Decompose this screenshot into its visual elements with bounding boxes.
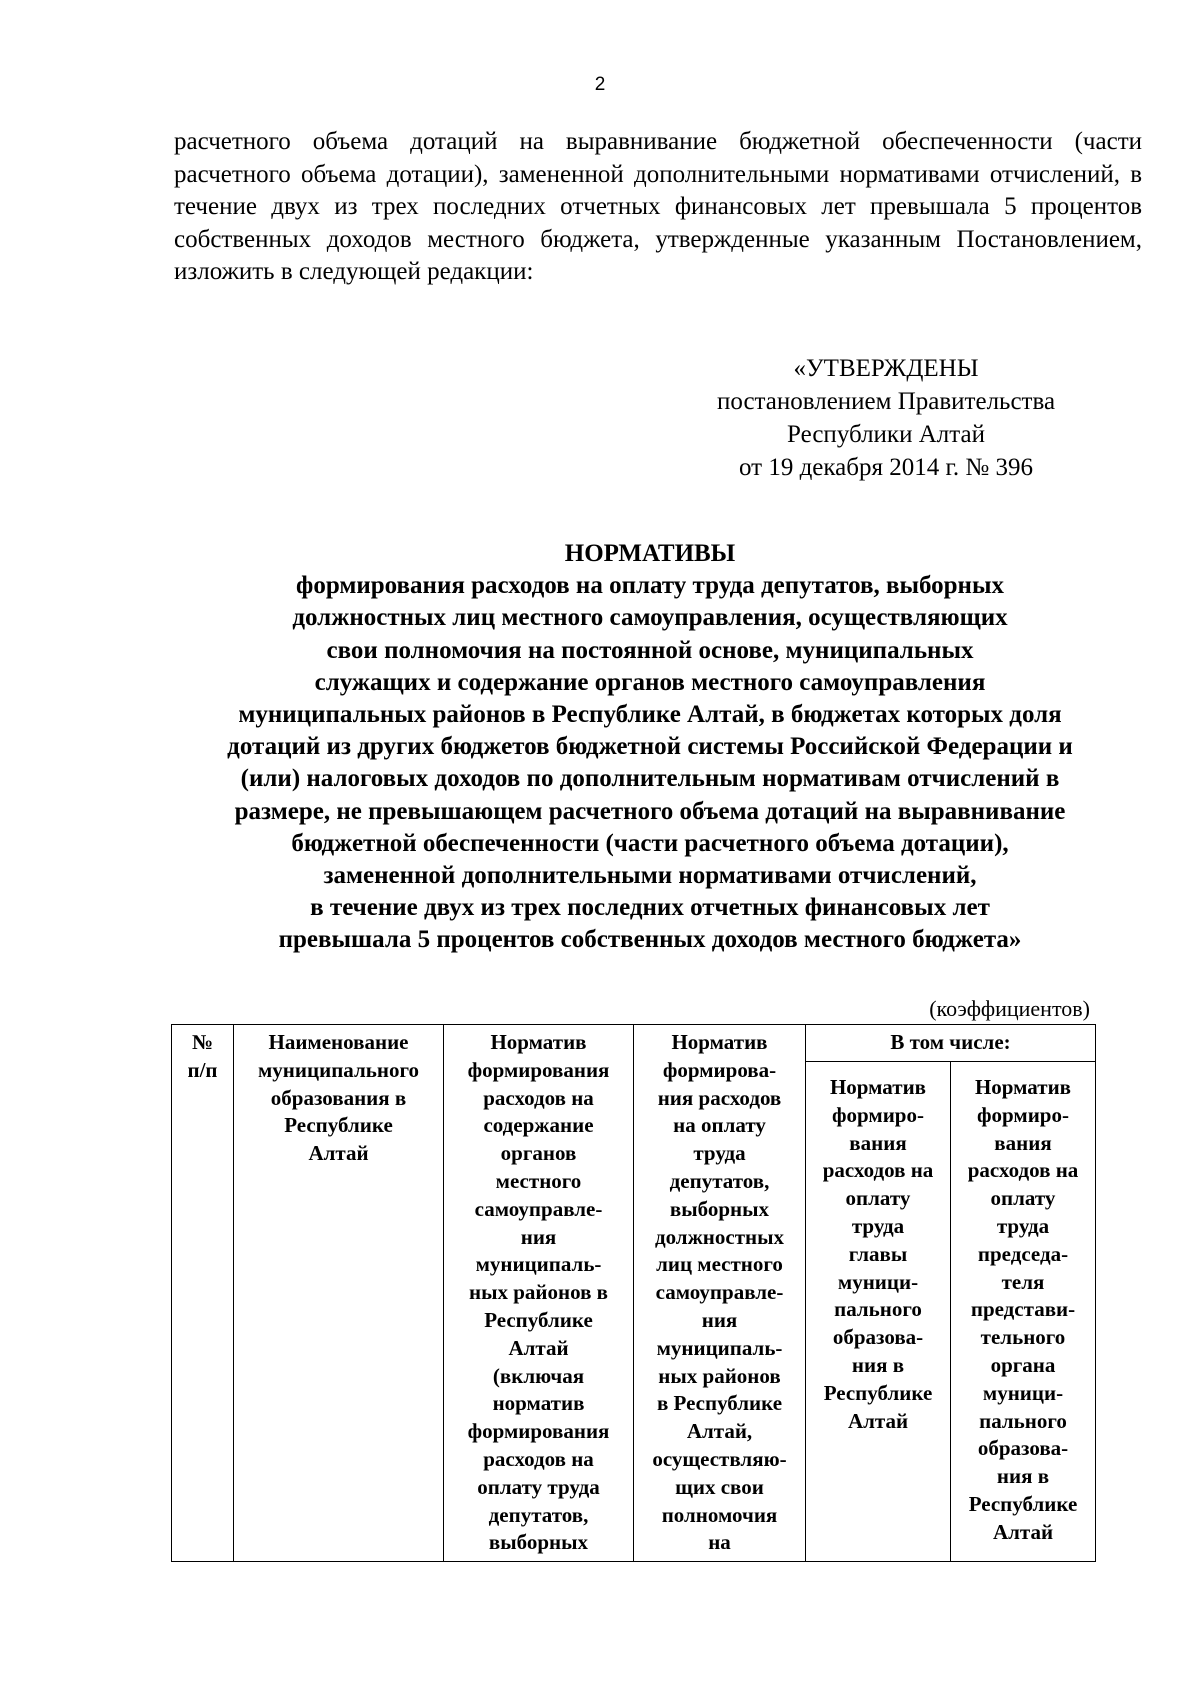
header-cell-line: на — [708, 1530, 731, 1555]
header-cell-line: труда — [851, 1213, 905, 1238]
approval-line: постановлением Правительства — [716, 388, 1056, 415]
header-cell-line: норматив — [492, 1391, 585, 1416]
header-cell-line: Республике — [284, 1113, 393, 1138]
header-cell-line: самоуправле- — [474, 1196, 603, 1221]
title-line: бюджетной обеспеченности (части расчетного объема дотации), — [291, 829, 1009, 857]
header-cell-line: муниципаль- — [475, 1252, 602, 1277]
header-cell-line: в Республике — [656, 1391, 783, 1416]
header-chair-payroll-norm — [951, 1062, 1096, 1562]
header-cell-line: п/п — [187, 1057, 218, 1082]
approval-line: от 19 декабря 2014 г. № 396 — [738, 454, 1034, 481]
header-cell-line: Наименование — [268, 1030, 409, 1054]
header-cell-line: Алтай — [308, 1141, 369, 1166]
header-cell-line: образова- — [832, 1325, 924, 1350]
header-cell-line: ных районов в — [468, 1280, 609, 1305]
header-cell-line: расходов на — [822, 1158, 934, 1183]
approval-line: Республики Алтай — [787, 421, 985, 448]
header-cell-line: на оплату — [673, 1113, 766, 1138]
header-cell-line: ных районов — [658, 1363, 781, 1388]
title-line: замененной дополнительными нормативами отчислений, — [323, 862, 977, 890]
header-cell-line: Алтай — [992, 1519, 1054, 1544]
header-cell-line: расходов на — [483, 1446, 594, 1471]
header-cell-line: формирова- — [662, 1057, 777, 1082]
header-cell-line: местного — [495, 1168, 582, 1193]
header-cell-line: представи- — [970, 1297, 1076, 1322]
header-cell-line: выборных — [669, 1196, 770, 1221]
header-cell-line: формирования — [467, 1419, 610, 1444]
title-line: должностных лиц местного самоуправления, осуществляющих — [292, 604, 1008, 632]
header-maintenance-norm — [444, 1025, 634, 1562]
header-cell-line: депутатов, — [669, 1168, 770, 1193]
header-head-payroll-norm — [806, 1062, 951, 1562]
norms-table — [171, 1024, 1096, 1562]
header-cell-line: формиро- — [832, 1102, 924, 1127]
title-line: муниципальных районов в Республике Алтай, в бюджетах которых доля — [238, 701, 1062, 729]
header-cell-line: должностных — [654, 1224, 785, 1249]
header-cell-line: муниципального — [258, 1057, 419, 1082]
header-cell-line: муници- — [837, 1269, 919, 1294]
header-cell-line: образова- — [977, 1436, 1069, 1461]
header-cell-line: оплату труда — [477, 1474, 600, 1499]
header-municipality-name — [234, 1025, 444, 1562]
header-cell-line: органа — [990, 1352, 1056, 1377]
header-cell-line: вания — [849, 1130, 907, 1155]
header-cell-line: содержание — [483, 1113, 594, 1138]
title-line: формирования расходов на оплату труда депутатов, выборных — [296, 572, 1004, 600]
header-number — [172, 1025, 234, 1562]
title-line: служащих и содержание органов местного самоуправления — [314, 668, 986, 696]
header-cell-line: Алтай, — [686, 1419, 753, 1444]
header-cell-line: муниципаль- — [656, 1335, 783, 1360]
title-line: дотаций из других бюджетов бюджетной системы Российской Федерации и — [227, 733, 1073, 761]
header-cell-line: Алтай — [508, 1335, 569, 1360]
title-line: (или) налоговых доходов по дополнительным нормативам отчислений в — [240, 765, 1060, 793]
header-cell-line: ния расходов — [657, 1085, 782, 1110]
header-cell-line: Норматив — [490, 1030, 587, 1054]
header-cell-line: оплату — [990, 1186, 1056, 1211]
header-cell-line: Республике — [968, 1491, 1078, 1516]
header-cell-line: депутатов, — [488, 1502, 589, 1527]
title-line: превышала 5 процентов собственных доходов местного бюджета» — [278, 926, 1022, 954]
header-cell-line: полномочия — [661, 1502, 778, 1527]
page-number: 2 — [594, 74, 606, 95]
header-cell-line: ния в — [996, 1464, 1050, 1489]
header-cell-line: формиро- — [977, 1102, 1069, 1127]
header-cell-line: образования в — [270, 1085, 407, 1110]
header-cell-line: вания — [994, 1130, 1052, 1155]
header-cell-line: тельного — [980, 1325, 1066, 1350]
header-in-total: В том числе: — [806, 1025, 1096, 1062]
header-cell-line: органов — [500, 1141, 577, 1166]
header-cell-line: расходов на — [483, 1085, 594, 1110]
header-cell-line: пального — [979, 1408, 1067, 1433]
header-cell-line: теля — [1001, 1269, 1045, 1294]
title-line: размере, не превышающем расчетного объема дотаций на выравнивание — [234, 797, 1066, 825]
header-cell-line: Норматив — [974, 1075, 1072, 1099]
intro-paragraph: расчетного объема дотаций на выравнивание бюджетной обеспеченности (части расчетного объема дотации), замененной дополнительными нормативами отчислений, в течение двух из трех последних отчетных финансовых лет превышала 5 процентов собственных доходов местного бюджета, утвержденные указанным Постановлением, изложить в следующей редакции: — [174, 128, 1142, 286]
header-cell-line: формирования — [467, 1057, 610, 1082]
approval-line: «УТВЕРЖДЕНЫ — [793, 355, 979, 382]
header-cell-line: труда — [996, 1213, 1050, 1238]
header-cell-line: ния — [520, 1224, 557, 1249]
header-cell-line: главы — [848, 1241, 908, 1266]
header-cell-line: расходов на — [967, 1158, 1079, 1183]
header-cell-line: муници- — [982, 1380, 1064, 1405]
title-heading: НОРМАТИВЫ — [564, 540, 736, 567]
title-line: в течение двух из трех последних отчетных финансовых лет — [310, 894, 990, 922]
header-cell-line: (включая — [492, 1363, 585, 1388]
header-cell-line: выборных — [488, 1530, 589, 1555]
header-cell-line: самоуправле- — [655, 1280, 784, 1305]
header-cell-line: Норматив — [829, 1075, 927, 1099]
units-note: (коэффициентов) — [929, 996, 1090, 1021]
header-cell-line: ния в — [851, 1352, 905, 1377]
header-cell-line: труда — [693, 1141, 746, 1166]
header-cell-line: пального — [834, 1297, 922, 1322]
header-cell-line: № — [191, 1030, 214, 1054]
header-cell-line: Норматив — [671, 1030, 768, 1054]
header-payroll-norm — [634, 1025, 806, 1562]
header-cell-line: Республике — [484, 1307, 593, 1332]
header-cell-line: осуществляю- — [652, 1446, 787, 1471]
header-cell-line: оплату — [845, 1186, 911, 1211]
header-cell-line: ния — [701, 1307, 738, 1332]
document-title — [150, 538, 1150, 957]
header-cell-line: Алтай — [847, 1408, 909, 1433]
header-cell-line: щих свои — [675, 1474, 764, 1499]
header-cell-line: председа- — [977, 1241, 1069, 1266]
header-cell-line: Республике — [823, 1380, 933, 1405]
approval-stamp — [686, 352, 1086, 484]
title-line: свои полномочия на постоянной основе, муниципальных — [326, 636, 974, 664]
header-cell-line: лиц местного — [656, 1252, 783, 1277]
